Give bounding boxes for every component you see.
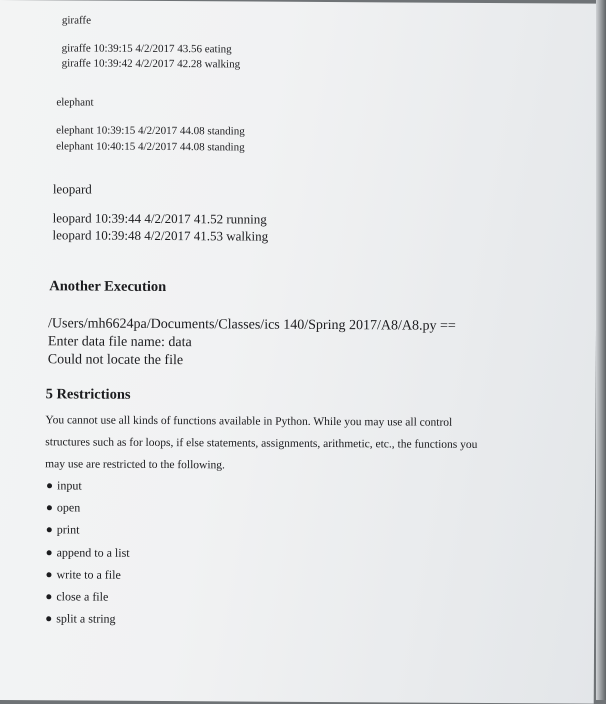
list-item-label: close a file: [56, 589, 109, 604]
output-line: giraffe 10:39:42 4/2/2017 42.28 walking: [61, 57, 241, 71]
output-line: elephant 10:39:15 4/2/2017 44.08 standing: [56, 124, 245, 138]
bullet-dot: [46, 594, 51, 599]
restrictions-heading: 5 Restrictions: [45, 386, 131, 403]
page-edge-shadow: [596, 0, 606, 700]
restrictions-paragraph-line: structures such as for loops, if else statements, assignments, arithmetic, etc., the functions you: [45, 436, 478, 451]
bullet-dot: [47, 527, 52, 532]
list-item-label: write to a file: [56, 567, 121, 582]
restrictions-paragraph-line: may use are restricted to the following.: [45, 458, 225, 472]
output-line: leopard 10:39:44 4/2/2017 41.52 running: [52, 210, 267, 227]
execution-line: Enter data file name: data: [47, 334, 192, 351]
output-line: giraffe 10:39:15 4/2/2017 43.56 eating: [61, 42, 232, 56]
animal-heading-leopard: leopard: [52, 181, 92, 197]
list-item-label: append to a list: [56, 545, 130, 560]
list-item-label: split a string: [56, 611, 116, 626]
restrictions-paragraph-line: You cannot use all kinds of functions available in Python. While you may use all control: [45, 414, 453, 429]
animal-heading-giraffe: giraffe: [61, 14, 92, 27]
bullet-dot: [47, 550, 52, 555]
another-execution-heading: Another Execution: [49, 278, 167, 296]
bullet-dot: [47, 505, 52, 510]
list-item-label: input: [56, 478, 82, 493]
output-line: elephant 10:40:15 4/2/2017 44.08 standing: [56, 140, 245, 154]
list-item: [47, 545, 130, 561]
list-item-label: print: [56, 522, 80, 537]
animal-heading-elephant: elephant: [56, 96, 94, 109]
list-item: [47, 522, 80, 537]
list-item: [47, 478, 82, 493]
list-item: [47, 500, 80, 515]
bullet-dot: [46, 572, 51, 577]
bullet-dot: [47, 483, 52, 488]
output-line: leopard 10:39:48 4/2/2017 41.53 walking: [52, 227, 269, 244]
list-item-label: open: [56, 500, 81, 515]
bullet-dot: [46, 616, 51, 621]
execution-line: Could not locate the file: [47, 352, 184, 369]
list-item: [46, 589, 108, 604]
execution-line: /Users/mh6624pa/Documents/Classes/ics 140/Spring 2017/A8/A8.py ==: [47, 316, 456, 334]
list-item: [46, 611, 115, 626]
list-item: [46, 567, 120, 582]
